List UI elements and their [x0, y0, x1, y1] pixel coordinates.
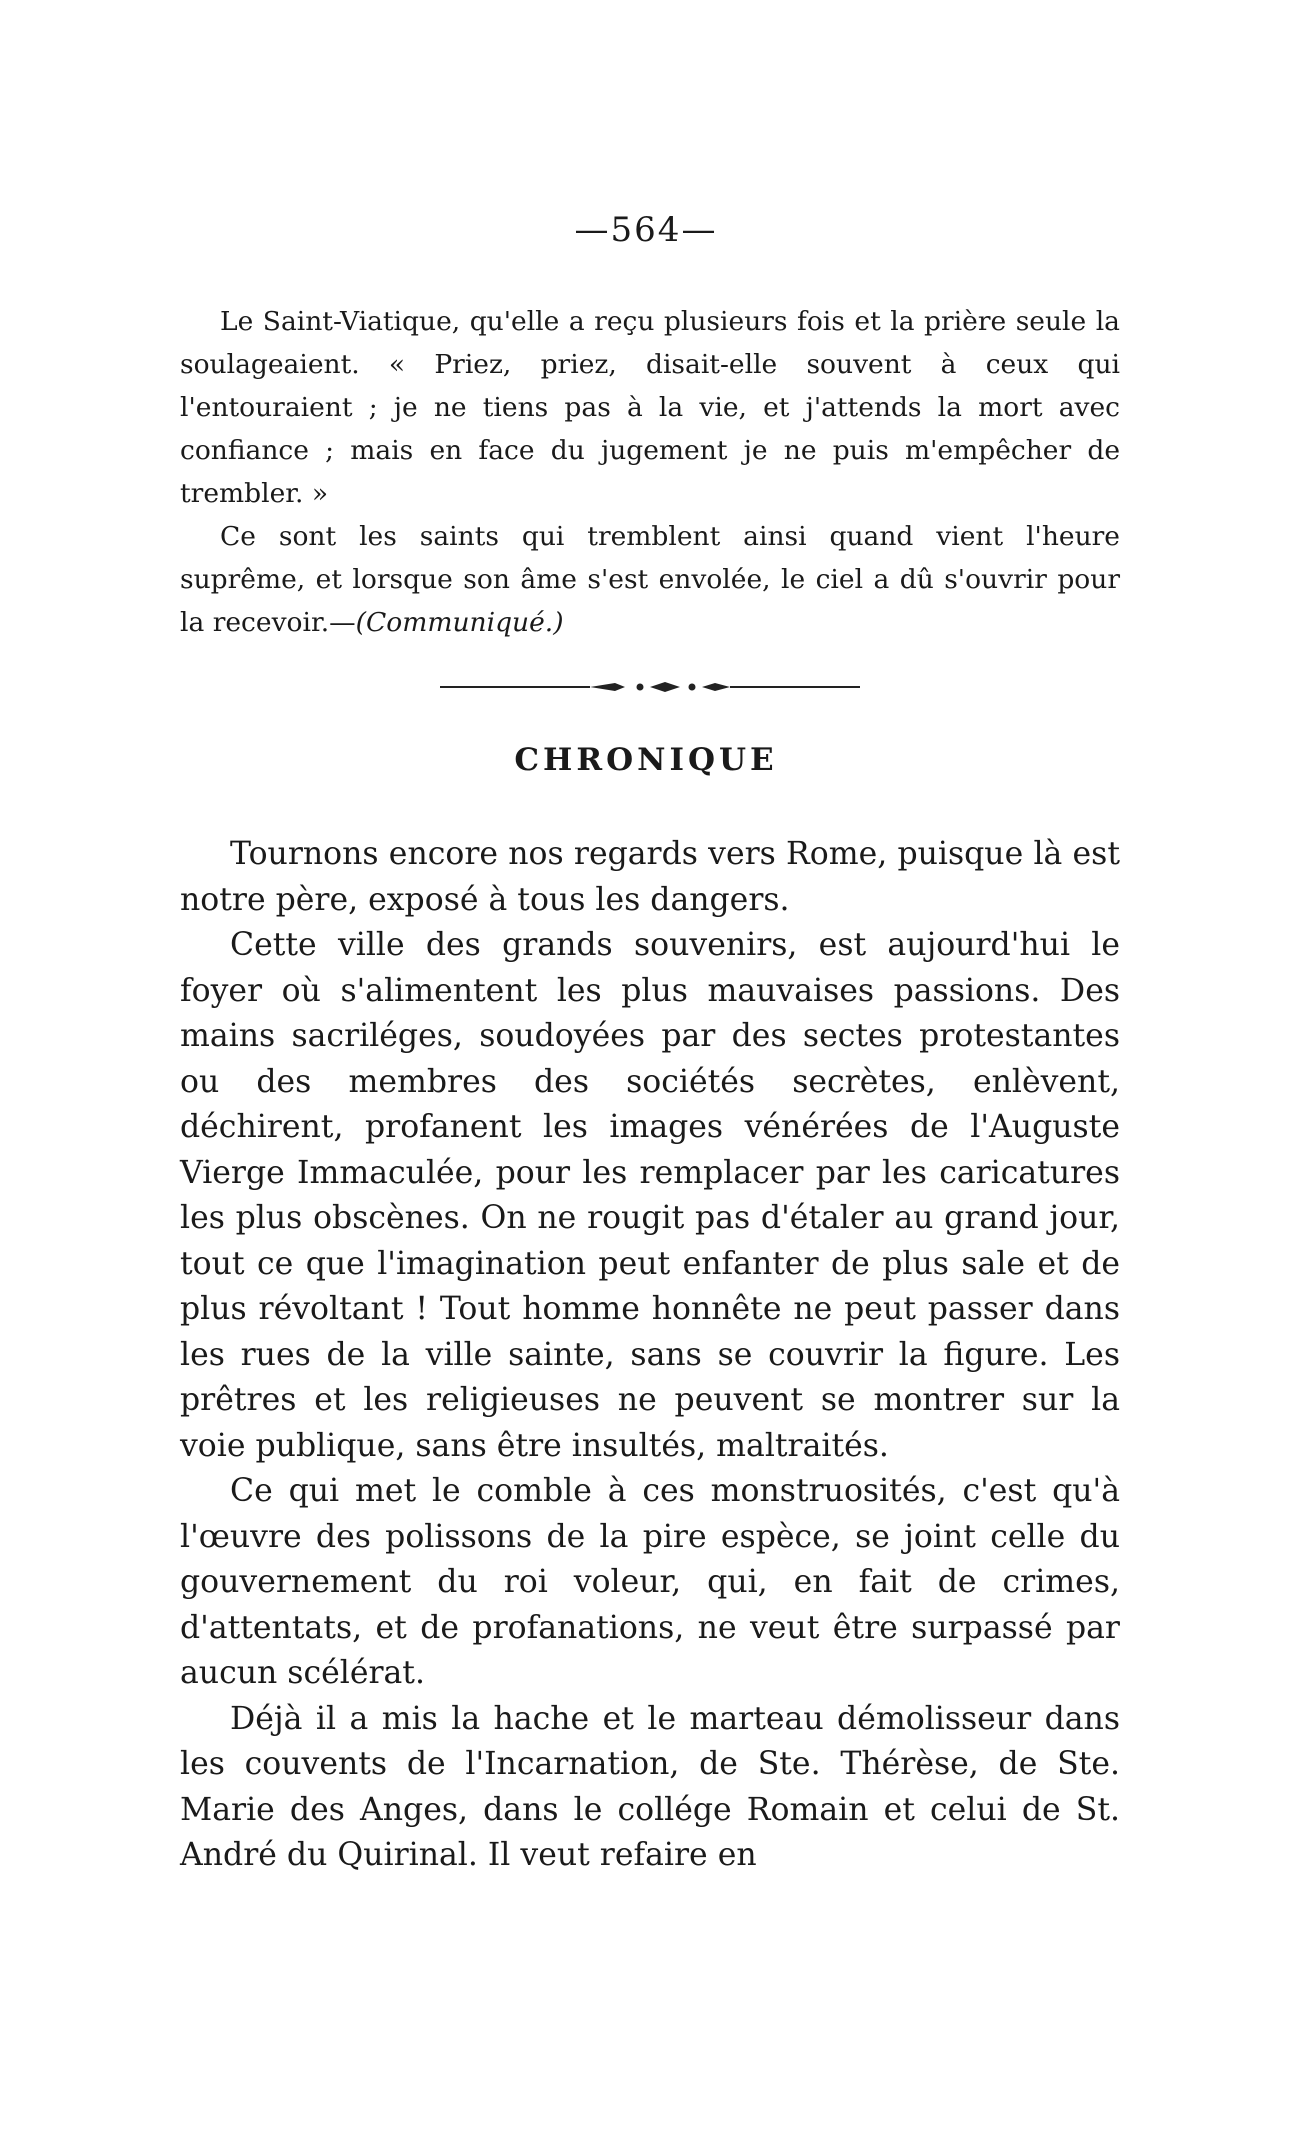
chronique-paragraph: Cette ville des grands souvenirs, est aujourd'hui le foyer où s'alimentent les plus mauvaises passions. Des mains sacriléges, soudoyées par des sectes protestantes ou des membres des sociétés secrètes, enlèvent, déchirent, profanent les images vénérées de l'Auguste Vierge Immaculée, pour les remplacer par les caricatures les plus obscènes. On ne rougit pas d'étaler au grand jour, tout ce que l'imagination peut enfanter de plus sale et de plus révoltant ! Tout homme honnête ne peut passer dans les rues de la ville sainte, sans se couvrir la figure. Les prêtres et les religieuses ne peuvent se montrer sur la voie publique, sans être insultés, maltraités. — [180, 927, 1120, 1464]
intro-paragraph — [180, 515, 1120, 644]
chronique-paragraph: Déjà il a mis la hache et le marteau démolisseur dans les couvents de l'Incarnation, de Ste. Thérèse, de Ste. Marie des Anges, dans le collége Romain et celui de St. André du Quirinal. Il veut refaire en — [180, 1700, 1120, 1873]
section-heading: CHRONIQUE — [514, 742, 778, 778]
chronique-text — [180, 832, 1120, 1879]
intro-text — [180, 300, 1120, 644]
ornamental-divider — [440, 680, 860, 694]
chronique-paragraph: Ce qui met le comble à ces monstruosités, c'est qu'à l'œuvre des polissons de la pire espèce, se joint celle du gouvernement du roi voleur, qui, en fait de crimes, d'attentats, et de profanations, ne veut être surpassé par aucun scélérat. — [180, 1473, 1120, 1691]
communique-note: (Communiqué.) — [355, 607, 564, 638]
intro-sentence: Ce sont les saints qui tremblent ainsi quand vient l'heure suprême, et lorsque son âme s'est envolée, le ciel a dû s'ouvrir pour la recevoir.— — [180, 521, 1120, 638]
chronique-paragraph: Tournons encore nos regards vers Rome, puisque là est notre père, exposé à tous les dangers. — [180, 836, 1120, 918]
page-number: —564— — [574, 210, 718, 250]
intro-paragraph: Le Saint-Viatique, qu'elle a reçu plusieurs fois et la prière seule la soulageaient. « Priez, priez, disait-elle souvent à ceux qui l'entouraient ; je ne tiens pas à la vie, et j'attends la mort avec confiance ; mais en face du jugement je ne puis m'empêcher de trembler. » — [180, 306, 1120, 509]
